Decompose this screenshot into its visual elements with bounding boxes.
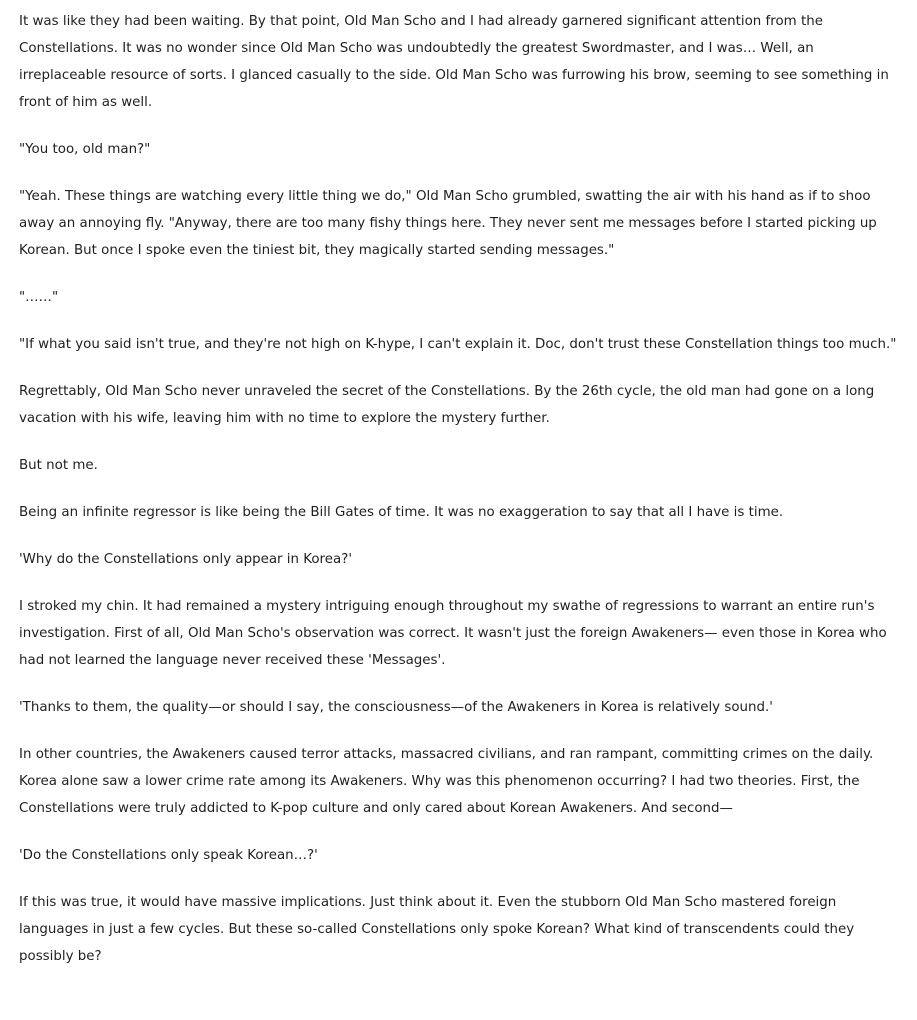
paragraph: In other countries, the Awakeners caused terror attacks, massacred civilians, and ran rampant, committing crimes on the daily. Korea alone saw a lower crime rate among its Awakeners. Why was this phenomenon occurring? I had two theories. First, the Constellations were truly addicted to K-pop culture and only cared about Korean Awakeners. And second— — [19, 747, 874, 816]
paragraph: I stroked my chin. It had remained a mystery intriguing enough throughout my swathe of regressions to warrant an entire run's investigation. First of all, Old Man Scho's observation was correct. It wasn't just the foreign Awakeners— even those in Korea who had not learned the language never received these 'Messages'. — [19, 599, 887, 668]
paragraph: But not me. — [19, 458, 98, 473]
paragraph: "……" — [19, 290, 59, 305]
paragraph: If this was true, it would have massive implications. Just think about it. Even the stubborn Old Man Scho mastered foreign languages in just a few cycles. But these so-called Constellations only spoke Korean? What kind of transcendents could they possibly be? — [19, 895, 855, 964]
paragraph: Being an infinite regressor is like being the Bill Gates of time. It was no exaggeration to say that all I have is time. — [19, 505, 784, 520]
paragraph: "You too, old man?" — [19, 142, 151, 157]
paragraph: 'Why do the Constellations only appear in Korea?' — [19, 552, 352, 567]
paragraph: 'Do the Constellations only speak Korean…?' — [19, 848, 318, 863]
paragraph: It was like they had been waiting. By that point, Old Man Scho and I had already garnered significant attention from the Constellations. It was no wonder since Old Man Scho was undoubtedly the greatest Swordmaster, and I was… Well, an irreplaceable resource of sorts. I glanced casually to the side. Old Man Scho was furrowing his brow, seeming to see something in front of him as well. — [19, 14, 889, 110]
paragraph: "If what you said isn't true, and they're not high on K-hype, I can't explain it. Doc, don't trust these Constellation things too much." — [19, 337, 897, 352]
paragraph: "Yeah. These things are watching every little thing we do," Old Man Scho grumbled, swatting the air with his hand as if to shoo away an annoying fly. "Anyway, there are too many fishy things here. They never sent me messages before I started picking up Korean. But once I spoke even the tiniest bit, they magically started sending messages." — [19, 189, 877, 258]
paragraph: 'Thanks to them, the quality—or should I say, the consciousness—of the Awakeners in Korea is relatively sound.' — [19, 700, 773, 715]
paragraph: Regrettably, Old Man Scho never unraveled the secret of the Constellations. By the 26th cycle, the old man had gone on a long vacation with his wife, leaving him with no time to explore the mystery further. — [19, 384, 875, 426]
